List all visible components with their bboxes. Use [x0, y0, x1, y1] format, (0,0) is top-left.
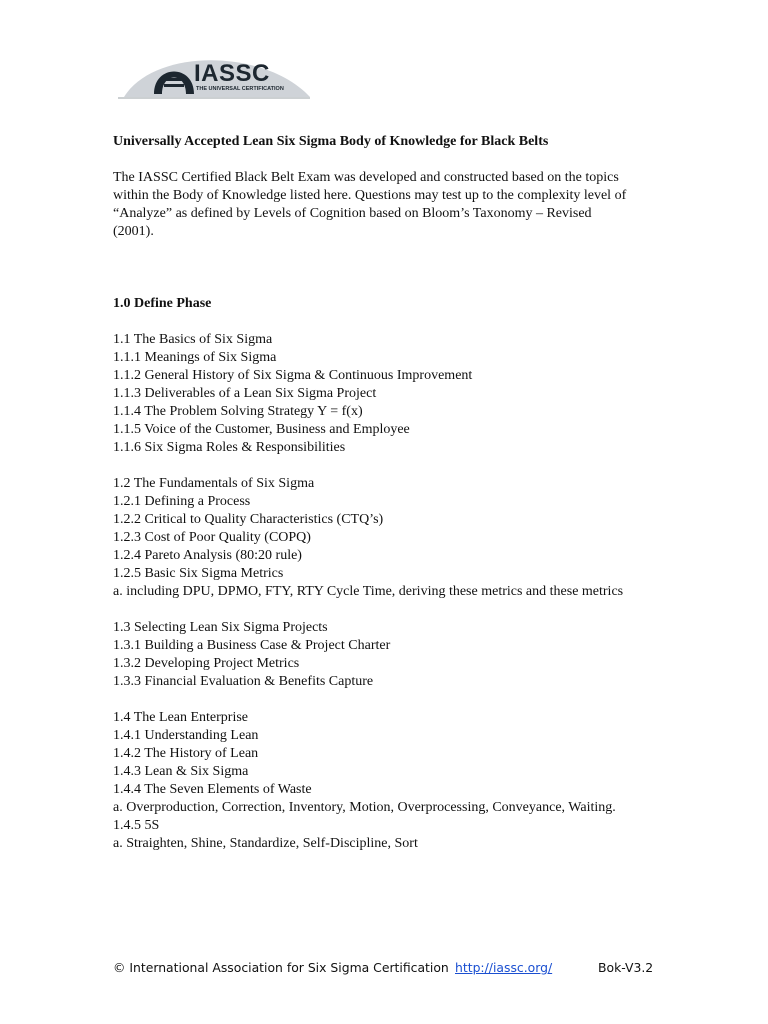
section-1-4 — [113, 709, 633, 853]
list-item: 1.2.5 Basic Six Sigma Metrics — [113, 566, 284, 581]
list-item: 1.4 The Lean Enterprise — [113, 710, 249, 725]
document-body — [113, 133, 633, 853]
list-item: 1.4.4 The Seven Elements of Waste — [113, 782, 312, 797]
list-item: 1.4.3 Lean & Six Sigma — [113, 764, 249, 779]
document-title: Universally Accepted Lean Six Sigma Body of Knowledge for Black Belts — [113, 134, 549, 149]
list-item: 1.1.6 Six Sigma Roles & Responsibilities — [113, 440, 346, 455]
list-item: 1.3.3 Financial Evaluation & Benefits Capture — [113, 674, 374, 689]
list-item: 1.1 The Basics of Six Sigma — [113, 332, 273, 347]
list-item: 1.1.3 Deliverables of a Lean Six Sigma Project — [113, 386, 377, 401]
list-item: 1.3.1 Building a Business Case & Project Charter — [113, 638, 391, 653]
list-item: a. Straighten, Shine, Standardize, Self-Discipline, Sort — [113, 836, 418, 851]
footer-version: Bok-V3.2 — [598, 960, 654, 975]
list-item: 1.3 Selecting Lean Six Sigma Projects — [113, 620, 328, 635]
list-item: 1.4.5 5S — [113, 818, 160, 833]
list-item: 1.4.2 The History of Lean — [113, 746, 259, 761]
list-item: 1.1.2 General History of Six Sigma & Continuous Improvement — [113, 368, 473, 383]
logo-brand: IASSC — [194, 60, 270, 87]
intro-paragraph: The IASSC Certified Black Belt Exam was developed and constructed based on the topics within the Body of Knowledge listed here. Questions may test up to the complexity level of “Analyze” as defined by Levels of Cognition based on Bloom’s Taxonomy – Revised (2001). — [113, 170, 627, 239]
section-1-3 — [113, 619, 633, 691]
list-item: 1.2.4 Pareto Analysis (80:20 rule) — [113, 548, 302, 563]
list-item: 1.1.5 Voice of the Customer, Business and Employee — [113, 422, 410, 437]
list-item: 1.1.4 The Problem Solving Strategy Y = f(x) — [113, 404, 363, 419]
iassc-logo — [114, 50, 314, 102]
list-item: 1.1.1 Meanings of Six Sigma — [113, 350, 277, 365]
list-item: 1.4.1 Understanding Lean — [113, 728, 259, 743]
page-footer — [113, 960, 673, 980]
list-item: a. including DPU, DPMO, FTY, RTY Cycle Time, deriving these metrics and these metrics — [113, 584, 624, 599]
footer-link[interactable]: http://iassc.org/ — [455, 960, 553, 975]
footer-copyright: © International Association for Six Sigma Certification — [113, 960, 449, 975]
section-1-1 — [113, 331, 633, 457]
list-item: 1.2 The Fundamentals of Six Sigma — [113, 476, 315, 491]
section-1-2 — [113, 475, 633, 601]
list-item: 1.2.2 Critical to Quality Characteristics (CTQ’s) — [113, 512, 384, 527]
logo-tagline: THE UNIVERSAL CERTIFICATION — [196, 86, 284, 92]
list-item: 1.2.1 Defining a Process — [113, 494, 251, 509]
list-item: 1.2.3 Cost of Poor Quality (COPQ) — [113, 530, 311, 545]
list-item: 1.3.2 Developing Project Metrics — [113, 656, 300, 671]
list-item: a. Overproduction, Correction, Inventory, Motion, Overprocessing, Conveyance, Waiting. — [113, 800, 616, 815]
phase-heading: 1.0 Define Phase — [113, 296, 212, 311]
